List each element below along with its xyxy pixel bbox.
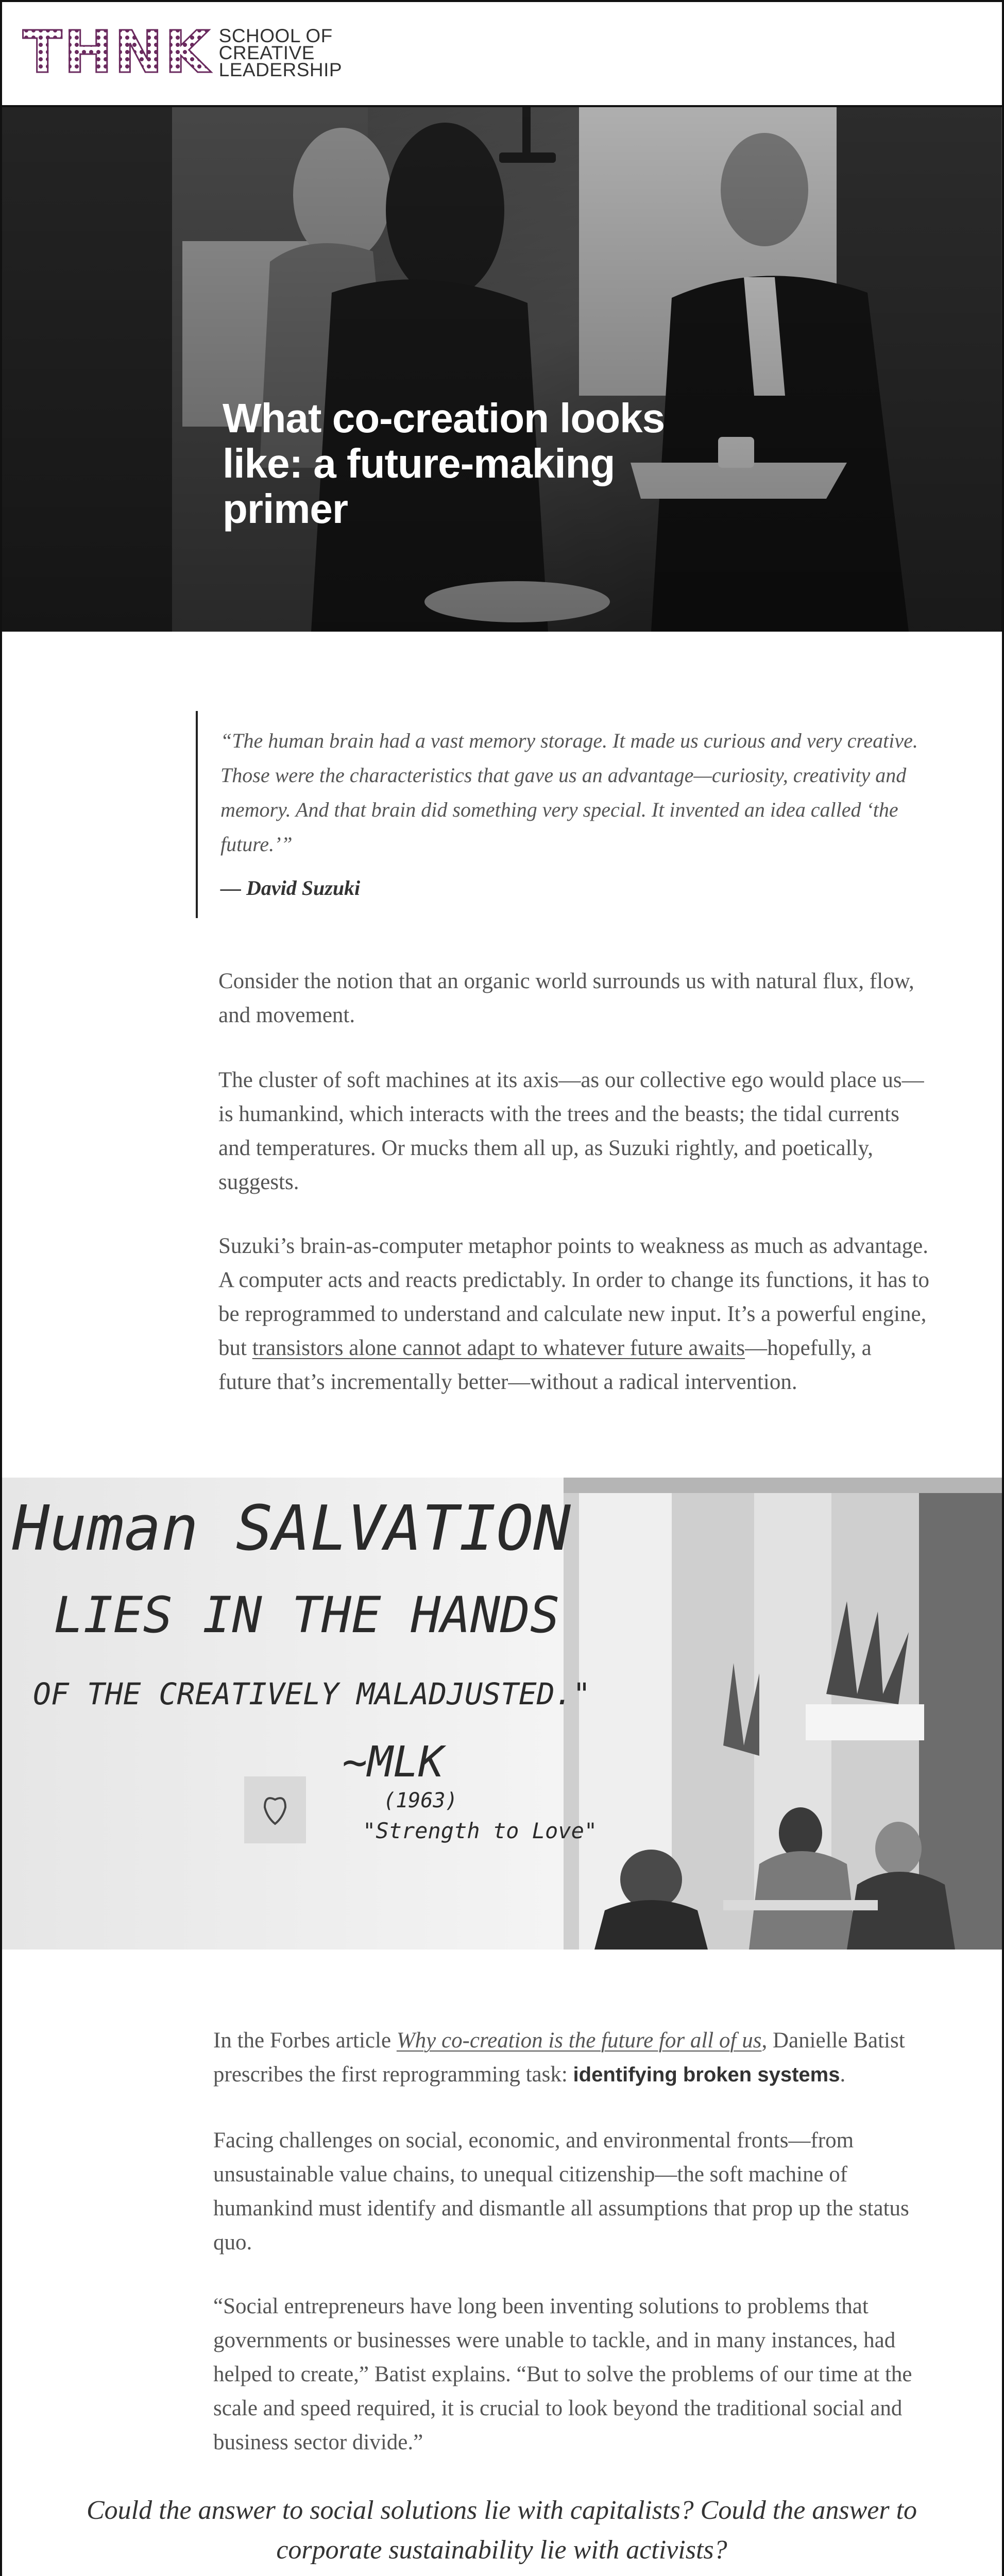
paragraph-text: Suzuki’s brain-as-computer metaphor points to weakness as much as advantage. A computer acts and reacts predictably. In order to change its functions, it has to be reprogrammed to understand and calculate new input. It’s a powerful engine, but: [218, 1234, 929, 1360]
paragraph-quote: “Social entrepreneurs have long been inventing solutions to problems that governments or businesses were unable to tackle, and in many instances, had helped to create,” Batist explains. “But to solve the problems of our time at the scale and speed required, it is crucial to look beyond the traditional social and business sector divide.”: [213, 2294, 912, 2454]
board-line: OF THE CREATIVELY MALADJUSTED.": [33, 1676, 591, 1711]
board-line: "Strength to Love": [363, 1818, 598, 1843]
logo-line: SCHOOL OF: [218, 25, 333, 46]
paragraph-text: .: [840, 2062, 846, 2087]
quote-attribution: — David Suzuki: [220, 876, 361, 900]
logo-wordmark: [219, 27, 342, 78]
title-line: What co-creation looks: [223, 395, 665, 441]
paragraph-text: —hopefully, a future that’s incrementally better—without a radical intervention.: [218, 1336, 872, 1394]
board-line: ~MLK: [342, 1738, 444, 1787]
board-line: (1963): [383, 1789, 458, 1812]
opening-quote: [196, 711, 934, 918]
paragraph-text: , Danielle Batist prescribes the first reprogramming task:: [213, 2028, 905, 2087]
title-line: like: a future-making: [223, 440, 615, 486]
paragraph: [218, 1229, 929, 1399]
paragraph-text: In the Forbes article: [213, 2028, 397, 2053]
thnk-logo[interactable]: [23, 19, 343, 86]
emphasis-text: identifying broken systems: [573, 2063, 840, 2086]
whiteboard-photo: [2, 1478, 1002, 1950]
forbes-article-link[interactable]: Why co-creation is the future for all of us: [396, 2028, 762, 2053]
logo-mark: THNK: [23, 19, 212, 86]
paragraph: The cluster of soft machines at its axis—as our collective ego would place us—is humankind, which interacts with the trees and the beasts; the tidal currents and temperatures. Or mucks them all up, as Suzuki rightly, and poetically, suggests.: [218, 1068, 924, 1194]
photo-illustration: [2, 1478, 1002, 1950]
site-header: [2, 2, 1002, 107]
transistors-link[interactable]: transistors alone cannot adapt to whatever future awaits: [252, 1336, 745, 1360]
quote-text: “The human brain had a vast memory storage. It made us curious and very creative. Those were the characteristics that gave us an advantage—curiosity, creativity and memory. And that brain did something very special. It invented an idea called ‘the future.’”: [220, 729, 918, 856]
logo-line: LEADERSHIP: [218, 59, 343, 80]
paragraph: Facing challenges on social, economic, and environmental fronts—from unsustainable value chains, to unequal citizenship—the soft machine of humankind must identify and dismantle all assumptions that prop up the status quo.: [213, 2128, 909, 2255]
paragraph: Consider the notion that an organic world surrounds us with natural flux, flow, and movement.: [218, 969, 914, 1027]
article-title: [223, 396, 686, 532]
board-line: LIES IN THE HANDS: [54, 1586, 560, 1644]
title-line: primer: [223, 486, 348, 532]
pull-quote: Could the answer to social solutions lie with capitalists? Could the answer to corporate sustainability lie with activists?: [86, 2496, 917, 2565]
logo-line: CREATIVE: [218, 42, 315, 63]
board-line: Human SALVATION: [12, 1493, 571, 1565]
hero-photo: [2, 107, 1002, 632]
hero-banner: [2, 107, 1002, 632]
paragraph: [213, 2024, 924, 2092]
